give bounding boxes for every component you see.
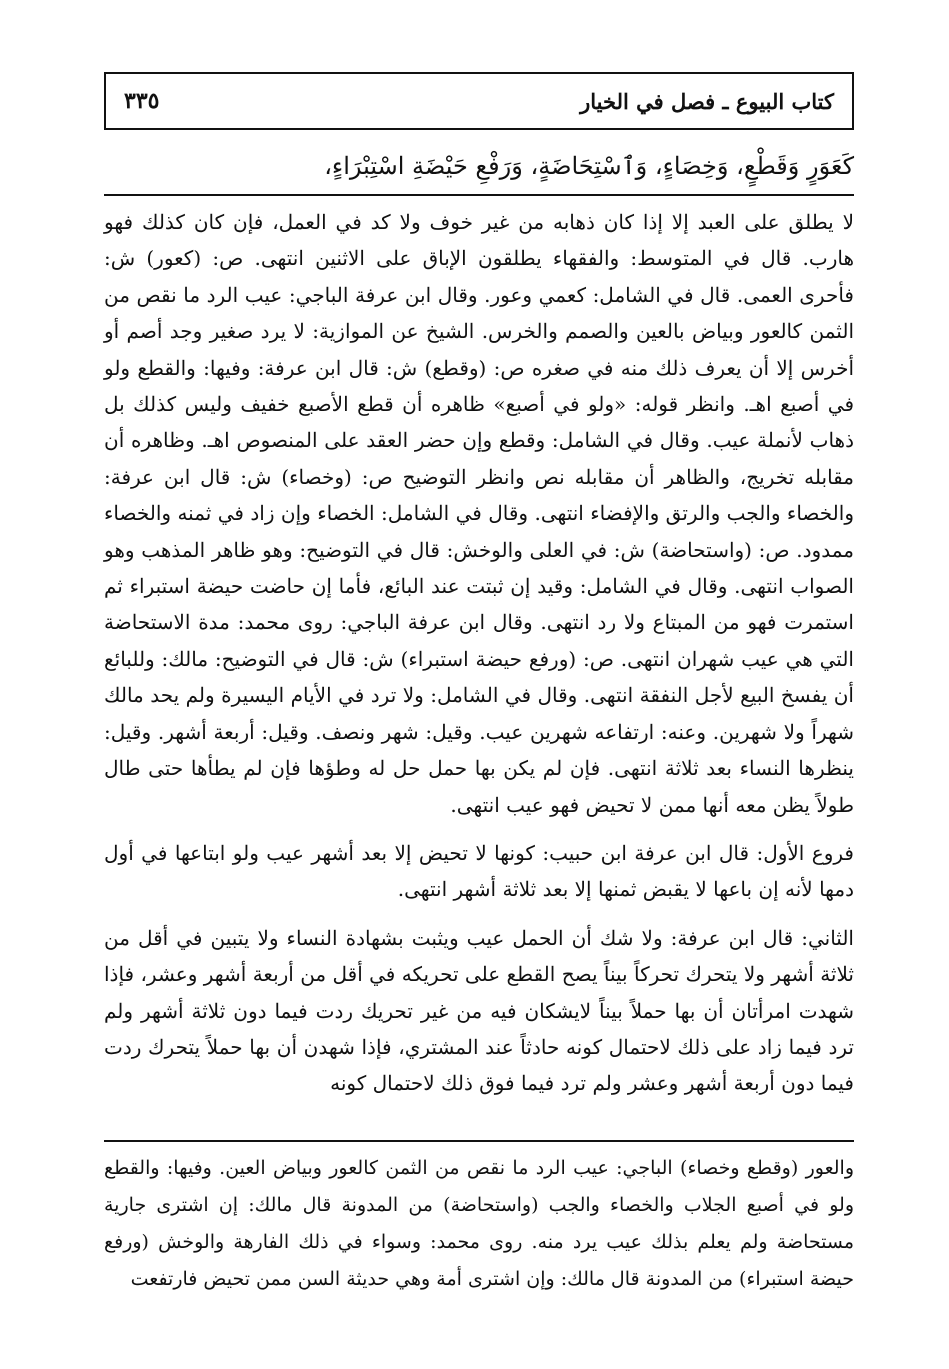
commentary-paragraph-3: الثاني: قال ابن عرفة: ولا شك أن الحمل عيب ويثبت بشهادة النساء ولا يتبين في أقل من ثلاثة أشهر ولا يتحرك تحركاً بيناً يصح القطع على تحريكه في أقل من أربعة أشهر وعشر، فإذا شهدت امرأتان أن بها حملاً بيناً لايشكان فيه من غير تحريك ردت فيما دون ثلاثة أشهر ولم ترد فيما زاد على ذلك لاحتمال كونه حادثاً عند المشتري، فإذا شهدن أن بها حملاً يتحرك ردت فيما دون أربعة أشهر وعشر ولم ترد فيما فوق ذلك لاحتمال كونه	[104, 925, 854, 1096]
footnote-text: والعور (وقطع وخصاء) الباجي: عيب الرد ما نقص من الثمن كالعور وبياض العين. وفيها: والقطع ولو في أصبع الجلاب والخصاء والجب (واستحاضة) من المدونة قال مالك: إن اشترى جارية مستحاضة ولم يعلم بذلك عيب يرد منه. روى محمد: وسواء في ذلك الفارهة والوخش (ورفع حيضة استبراء) من المدونة قال مالك: وإن اشترى أمة وهي حديثة السن ممن تحيض فارتفعت	[104, 1157, 854, 1290]
commentary-paragraph-1: لا يطلق على العبد إلا إذا كان ذهابه من غير خوف ولا كد في العمل، فإن كان كذلك فهو هارب. قال في المتوسط: والفقهاء يطلقون الإباق على الاثنين انتهى. ص: (كعور) ش: فأحرى العمى. قال في الشامل: كعمي وعور. وقال ابن عرفة الباجي: عيب الرد ما نقص من الثمن كالعور وبياض بالعين والصمم والخرس. الشيخ عن الموازية: لا يرد صغير وجد أصم أو أخرس إلا أن يعرف ذلك منه في صغره ص: (وقطع) ش: قال ابن عرفة: وفيها: والقطع ولو في أصبع اهـ. وانظر قوله: «ولو في أصبع» ظاهره أن قطع الأصبع خفيف وليس كذلك بل ذهاب لأنملة عيب. وقال في الشامل: وقطع وإن حضر العقد على المنصوص اهـ. وظاهره أن مقابله تخريج، والظاهر أن مقابله نص وانظر التوضيح ص: (وخصاء) ش: قال ابن عرفة: والخصاء والجب والرتق والإفضاء انتهى. وقال في الشامل: الخصاء وإن زاد في ثمنه والخصاء ممدود. ص: (واستحاضة) ش: في العلى والوخش: قال في التوضيح: وهو ظاهر المذهب وهو الصواب انتهى. وقال في الشامل: وقيد إن ثبتت عند البائع، فأما إن حاضت حيضة استبراء ثم استمرت فهو من المبتاع ولا رد انتهى. وقال ابن عرفة الباجي: روى محمد: مدة الاستحاضة التي هي عيب شهران انتهى. ص: (ورفع حيضة استبراء) ش: قال في التوضيح: مالك: وللبائع أن يفسخ البيع لأجل النفقة انتهى. وقال في الشامل: ولا ترد في الأيام اليسيرة ولم يحد مالك شهراً ولا شهرين. وعنه: ارتفاعه شهرين عيب. وقيل: شهر ونصف. وقيل: أربعة أشهر. وقيل: ينظرها النساء بعد ثلاثة انتهى. فإن لم يكن بها حمل حل له وطؤها فإن لم يطأها حتى طال طولاً يظن معه أنها ممن لا تحيض فهو عيب انتهى.	[104, 210, 854, 817]
footnote-block	[104, 1150, 854, 1298]
matn-line: كَعَوَرٍ وَقَطْعٍ، وَخِصَاءٍ، وَٱسْتِحَاضَةٍ، وَرَفْعِ حَيْضَةِ اسْتِبْرَاءٍ،	[324, 152, 854, 180]
running-header	[104, 72, 854, 130]
page-number: ٣٣٥	[124, 88, 160, 114]
commentary-paragraph-2: فروع الأول: قال ابن عرفة ابن حبيب: كونها لا تحيض إلا بعد أشهر عيب ولو ابتاعها في أول دمها لأنه إن باعها لا يقبض ثمنها إلا بعد ثلاثة أشهر انتهى.	[104, 840, 854, 902]
commentary-body	[104, 204, 854, 1112]
header-title: كتاب البيوع ـ فصل في الخيار	[580, 88, 834, 114]
footnote-divider	[104, 1140, 854, 1142]
matn-divider	[104, 194, 854, 196]
